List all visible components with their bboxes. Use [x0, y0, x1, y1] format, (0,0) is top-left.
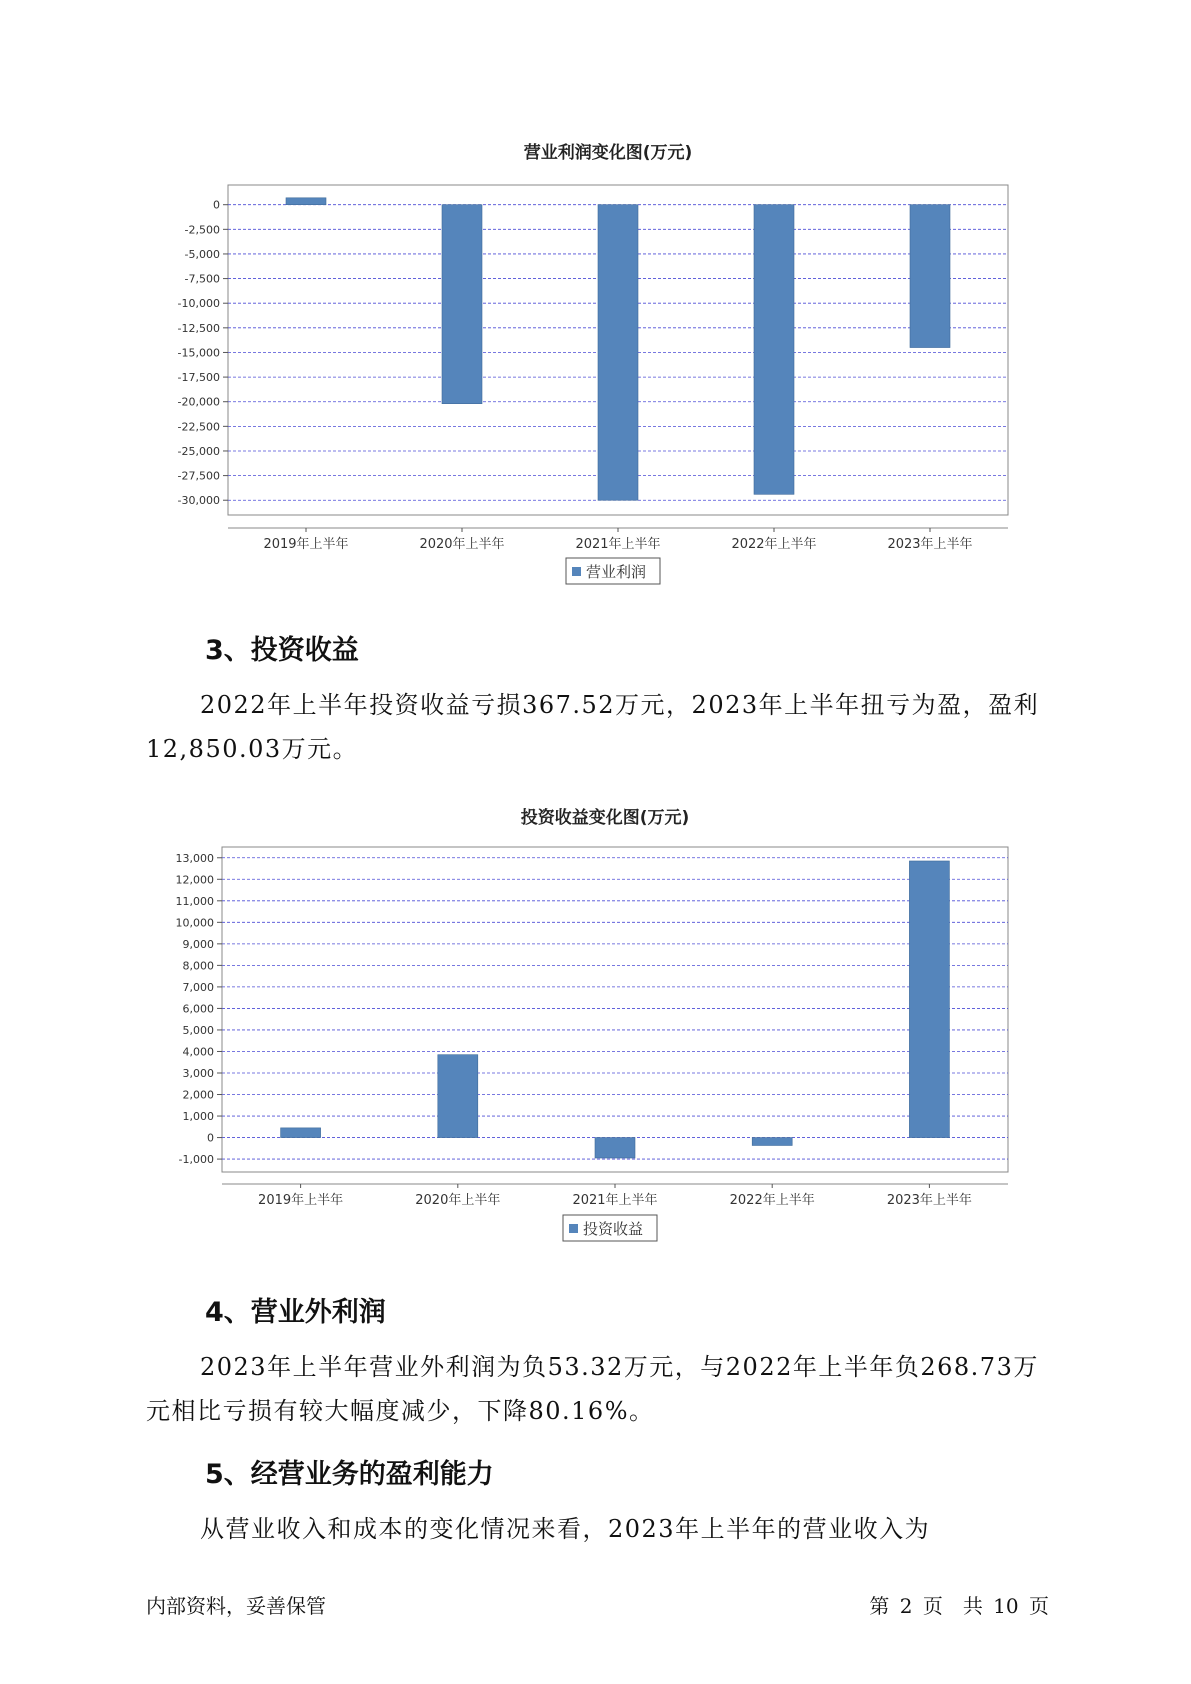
x-tick-label: 2022年上半年: [729, 1193, 815, 1208]
y-tick-label: 10,000: [175, 916, 214, 930]
y-tick-label: 12,000: [175, 873, 214, 887]
y-tick-label: -20,000: [177, 395, 220, 409]
y-tick-label: -7,500: [184, 272, 220, 286]
paragraph-business-profitability: 从营业收入和成本的变化情况来看，2023年上半年的营业收入为: [200, 1515, 931, 1543]
y-tick-label: -10,000: [177, 297, 220, 311]
bar: [438, 1055, 478, 1138]
y-tick-label: 3,000: [182, 1066, 214, 1080]
y-tick-label: 0: [213, 198, 220, 212]
x-tick-label: 2021年上半年: [572, 1193, 658, 1208]
y-tick-label: -1,000: [178, 1153, 214, 1167]
x-tick-label: 2019年上半年: [263, 537, 349, 552]
y-tick-label: -5,000: [184, 247, 220, 261]
x-tick-label: 2021年上半年: [575, 537, 661, 552]
operating-profit-chart-svg: [0, 130, 1191, 600]
paragraph-non-operating-profit: 2023年上半年营业外利润为负53.32万元，与2022年上半年负268.73万元相比亏损有较大幅度减少，下降80.16%。: [146, 1353, 1039, 1425]
y-tick-label: 11,000: [175, 894, 214, 908]
y-tick-label: 9,000: [182, 937, 214, 951]
y-tick-label: 6,000: [182, 1002, 214, 1016]
legend-swatch: [572, 567, 581, 576]
investment-income-chart-svg: [0, 795, 1191, 1265]
y-tick-label: 2,000: [182, 1088, 214, 1102]
footer-confidential-note: 内部资料，妥善保管: [146, 1594, 326, 1618]
chart-title: 营业利润变化图(万元): [523, 143, 693, 163]
y-tick-label: -30,000: [177, 494, 220, 508]
chart-title: 投资收益变化图(万元): [520, 808, 690, 828]
y-tick-label: -27,500: [177, 469, 220, 483]
x-tick-label: 2023年上半年: [886, 1193, 972, 1208]
x-tick-label: 2020年上半年: [419, 537, 505, 552]
bar: [281, 1128, 321, 1138]
y-tick-label: -15,000: [177, 346, 220, 360]
bar: [754, 205, 794, 495]
x-tick-label: 2020年上半年: [415, 1193, 501, 1208]
heading-investment-income: 3、投资收益: [205, 635, 359, 666]
y-tick-label: -17,500: [177, 371, 220, 385]
legend-label: 营业利润: [586, 563, 647, 581]
y-tick-label: 0: [207, 1131, 214, 1145]
x-tick-label: 2022年上半年: [731, 537, 817, 552]
x-tick-label: 2023年上半年: [887, 537, 973, 552]
bar: [910, 205, 950, 348]
paragraph-investment-income: 2022年上半年投资收益亏损367.52万元，2023年上半年扭亏为盈，盈利12,850.03万元。: [146, 691, 1040, 763]
y-tick-label: 4,000: [182, 1045, 214, 1059]
heading-non-operating-profit: 4、营业外利润: [205, 1297, 386, 1328]
y-tick-label: 8,000: [182, 959, 214, 973]
plot-area: [222, 847, 1008, 1172]
operating-profit-chart: [0, 130, 1191, 600]
bar: [286, 198, 326, 205]
investment-income-chart: [0, 795, 1191, 1265]
y-tick-label: 1,000: [182, 1110, 214, 1124]
heading-business-profitability: 5、经营业务的盈利能力: [205, 1459, 494, 1490]
y-tick-label: 5,000: [182, 1023, 214, 1037]
bar: [595, 1138, 635, 1158]
bar: [752, 1138, 792, 1146]
y-tick-label: -2,500: [184, 223, 220, 237]
bar: [442, 205, 482, 404]
y-tick-label: -25,000: [177, 444, 220, 458]
legend-label: 投资收益: [583, 1220, 644, 1238]
y-tick-label: -12,500: [177, 321, 220, 335]
legend-swatch: [569, 1224, 578, 1233]
bar: [909, 861, 949, 1138]
bar: [598, 205, 638, 501]
y-tick-label: 13,000: [175, 851, 214, 865]
y-tick-label: 7,000: [182, 980, 214, 994]
x-tick-label: 2019年上半年: [258, 1193, 344, 1208]
footer-page-number: 第 2 页 共 10 页: [869, 1594, 1049, 1618]
y-tick-label: -22,500: [177, 420, 220, 434]
